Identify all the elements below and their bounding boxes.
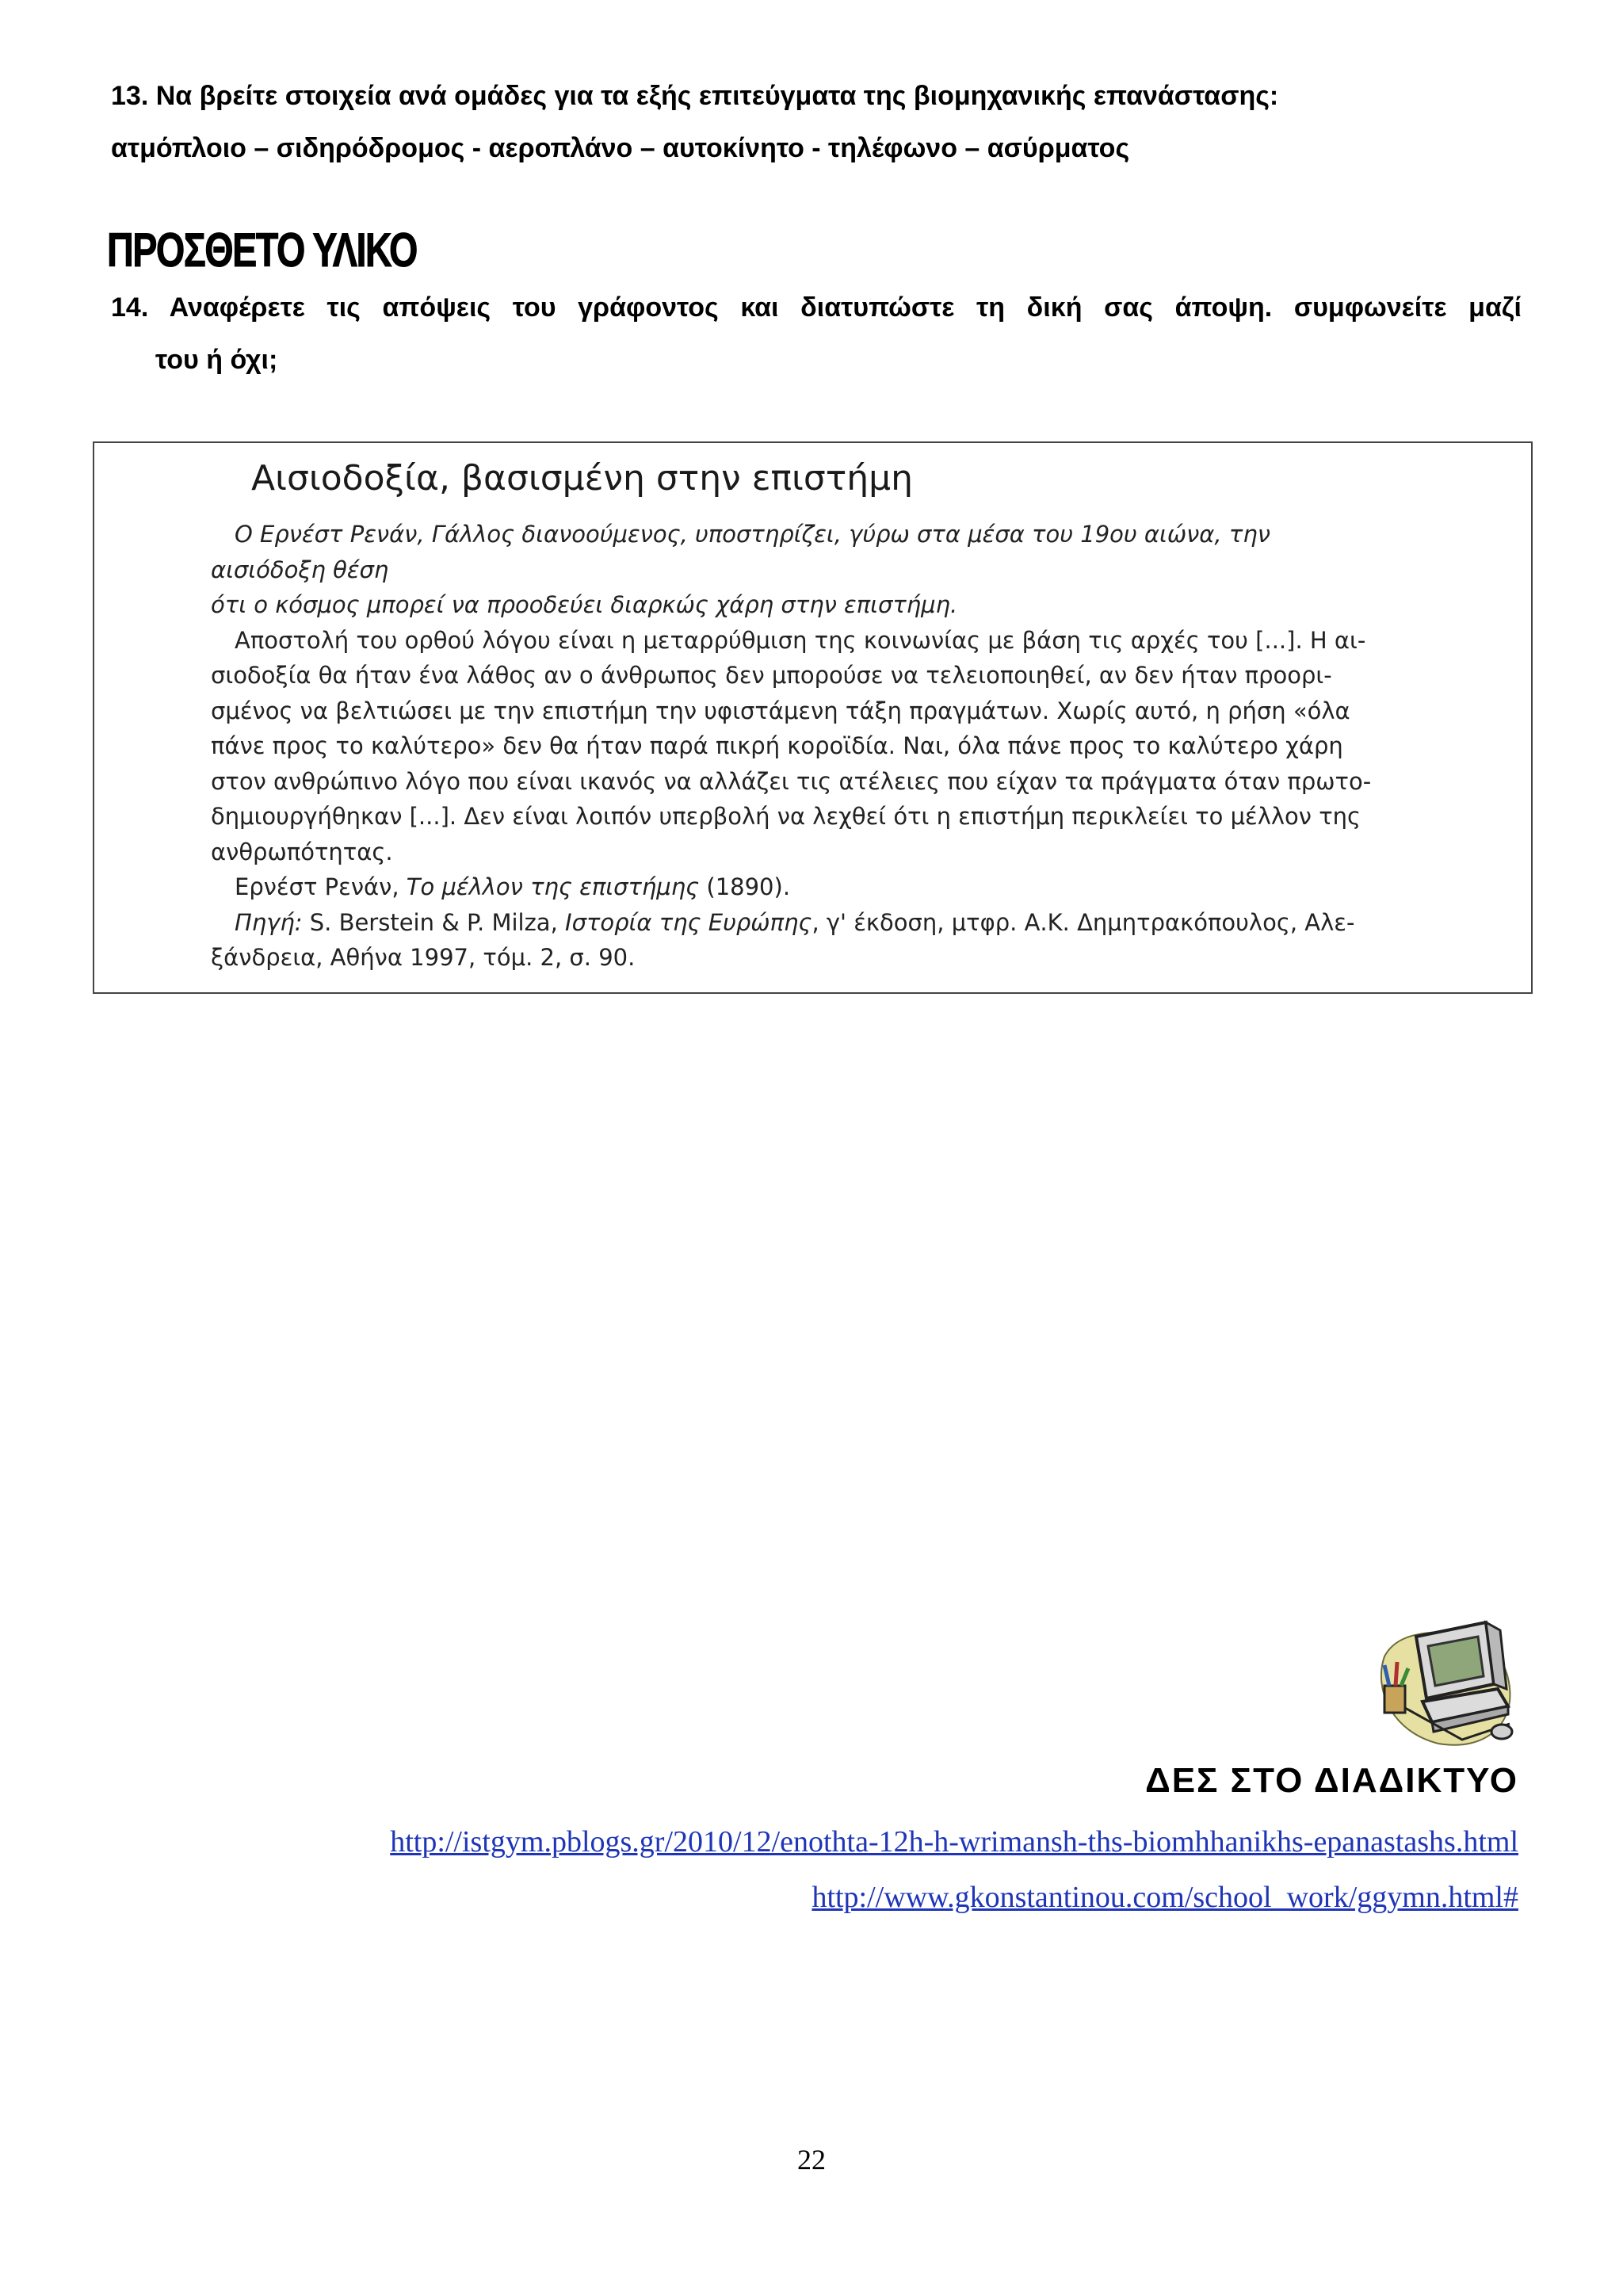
source-attribution [211, 869, 1384, 905]
question-14-line-1 [111, 281, 1522, 334]
internet-section-heading: ΔΕΣ ΣΤΟ ΔΙΑΔΙΚΤΥΟ [1145, 1761, 1518, 1800]
question-13-line-1: 13. Να βρείτε στοιχεία ανά ομάδες για τα εξής επιτεύγματα της βιομηχανικής επανάστασης: [111, 81, 1279, 111]
source-text [211, 517, 1384, 976]
internet-link-1[interactable]: http://istgym.pblogs.gr/2010/12/enothta-12h-h-wrimansh-ths-biomhhanikhs-epanastashs.html [390, 1825, 1518, 1859]
source-title: Αισιοδοξία, βασισμένη στην επιστήμη [251, 458, 914, 499]
source-citation-line-1 [211, 905, 1384, 941]
source-body-line-4: πάνε προς το καλύτερο» δεν θα ήταν παρά πικρή κοροϊδία. Ναι, όλα πάνε προς το καλύτερο χάρη [211, 732, 1343, 759]
source-author: Ερνέστ Ρενάν, [235, 873, 407, 900]
question-14-line-2: του ή όχι; [155, 345, 278, 375]
source-intro-line-1: Ο Ερνέστ Ρενάν, Γάλλος διανοούμενος, υποστηρίζει, γύρω στα μέσα του 19ου αιώνα, την αισιόδοξη θέση [211, 521, 1270, 583]
source-body-line-2: σιοδοξία θα ήταν ένα λάθος αν ο άνθρωπος δεν μπορούσε να τελειοποιηθεί, αν δεν ήταν προορι- [211, 662, 1332, 689]
source-body-line-1: Αποστολή του ορθού λόγου είναι η μεταρρύθμιση της κοινωνίας με βάση τις αρχές του [...]. Η αι- [235, 626, 1366, 654]
source-body-line-5: στον ανθρώπινο λόγο που είναι ικανός να αλλάζει τις ατέλειες που είχαν τα πράγματα όταν πρωτο- [211, 767, 1372, 795]
internet-link-2[interactable]: http://www.gkonstantinou.com/school_work/ggymn.html# [812, 1881, 1518, 1914]
page-number: 22 [797, 2144, 826, 2176]
source-citation-book: Ιστορία της Ευρώπης [565, 908, 812, 936]
source-citation-authors: S. Berstein & P. Milza, [302, 908, 566, 936]
source-work-year: (1890). [699, 873, 791, 900]
source-citation-line-2: ξάνδρεια, Αθήνα 1997, τόμ. 2, σ. 90. [211, 944, 636, 971]
source-work-title: Το μέλλον της επιστήμης [406, 873, 700, 900]
source-body-line-6: δημιουργήθηκαν [...]. Δεν είναι λοιπόν υπερβολή να λεχθεί ότι η επιστήμη περικλείει το μέλλον της [211, 803, 1361, 830]
source-citation-rest-1: , γ' έκδοση, μτφρ. Α.Κ. Δημητρακόπουλος, Αλε- [812, 908, 1355, 936]
extra-material-heading: ΠΡΟΣΘΕΤΟ ΥΛΙΚΟ [107, 223, 417, 277]
source-intro-line-2: ότι ο κόσμος μπορεί να προοδεύει διαρκώς χάρη στην επιστήμη. [211, 591, 958, 618]
question-14-line-1-text: 14. Αναφέρετε τις απόψεις του γράφοντος και διατυπώστε τη δική σας άποψη. συμφωνείτε μαζί [111, 292, 1522, 323]
computer-clipart-icon [1367, 1613, 1518, 1752]
source-body-line-7: ανθρωπότητας. [211, 838, 393, 865]
source-body-line-3: σμένος να βελτιώσει με την επιστήμη την υφιστάμενη τάξη πραγμάτων. Χωρίς αυτό, η ρήση «όλα [211, 697, 1350, 724]
source-citation-label: Πηγή: [235, 908, 303, 936]
question-13-line-2: ατμόπλοιο – σιδηρόδρομος - αεροπλάνο – αυτοκίνητο - τηλέφωνο – ασύρματος [111, 133, 1130, 163]
